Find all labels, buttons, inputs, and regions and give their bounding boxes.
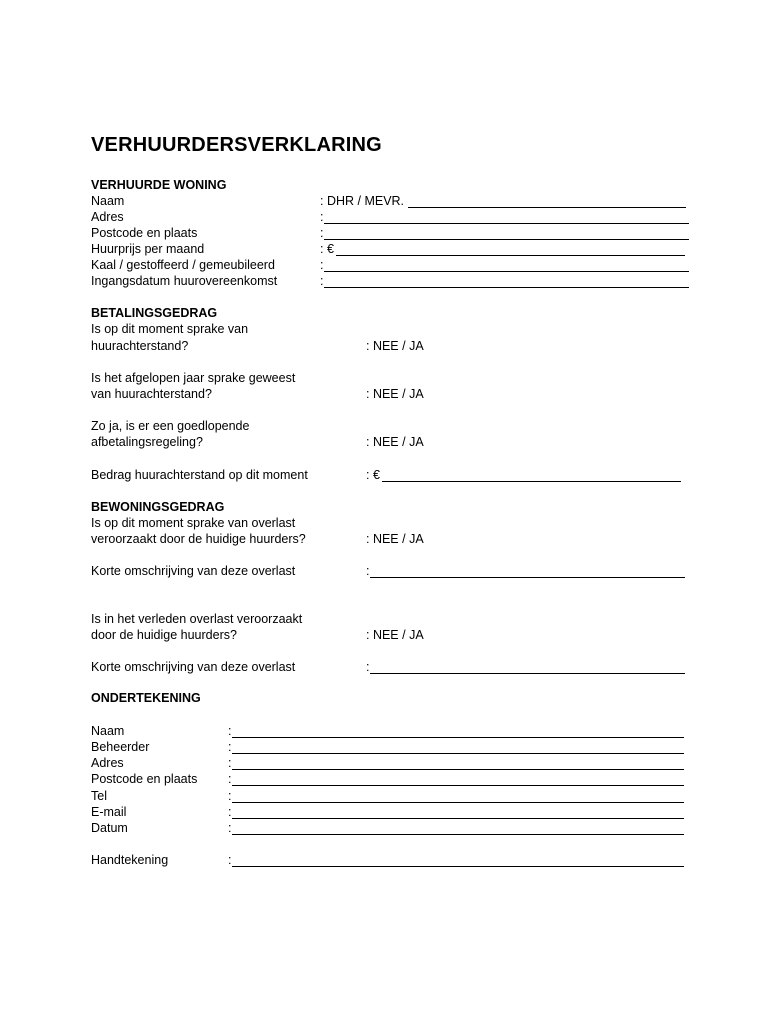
field-prefix-adres: : — [320, 210, 324, 224]
section-heading-bewoningsgedrag: BEWONINGSGEDRAG — [91, 500, 225, 514]
field-label-naam: Naam — [91, 194, 125, 208]
answer-choice-huurachterstand-nu[interactable]: : NEE / JA — [366, 339, 424, 353]
fill-line-sign-tel[interactable] — [232, 802, 684, 803]
question-label-huurachterstand-nu: Is op dit moment sprake van — [91, 322, 249, 336]
question-label-huurachterstand-jaar: Is het afgelopen jaar sprake geweest — [91, 371, 296, 385]
field-prefix-sign-naam: : — [228, 724, 232, 738]
field-label-sign-postcode-plaats: Postcode en plaats — [91, 772, 198, 786]
field-label-omschrijving-overlast-nu: Korte omschrijving van deze overlast — [91, 564, 296, 578]
answer-choice-overlast-verleden[interactable]: : NEE / JA — [366, 628, 424, 642]
field-label-ingangsdatum: Ingangsdatum huurovereenkomst — [91, 274, 278, 288]
question-label-afbetalingsregeling: Zo ja, is er een goedlopende — [91, 419, 250, 433]
field-prefix-postcode-plaats: : — [320, 226, 324, 240]
question-label-afbetalingsregeling-cont: afbetalingsregeling? — [91, 435, 203, 449]
section-heading-betalingsgedrag: BETALINGSGEDRAG — [91, 306, 218, 320]
question-label-overlast-nu: Is op dit moment sprake van overlast — [91, 516, 296, 530]
field-label-sign-tel: Tel — [91, 789, 107, 803]
field-label-postcode-plaats: Postcode en plaats — [91, 226, 198, 240]
answer-choice-afbetalingsregeling[interactable]: : NEE / JA — [366, 435, 424, 449]
field-label-handtekening: Handtekening — [91, 853, 169, 867]
fill-line-handtekening[interactable] — [232, 866, 684, 867]
answer-choice-overlast-nu[interactable]: : NEE / JA — [366, 532, 424, 546]
field-prefix-omschrijving-overlast-verleden: : — [366, 660, 370, 674]
fill-line-inrichting[interactable] — [324, 271, 689, 272]
field-prefix-sign-email: : — [228, 805, 232, 819]
field-prefix-inrichting: : — [320, 258, 324, 272]
field-label-sign-adres: Adres — [91, 756, 124, 770]
question-label-overlast-verleden: Is in het verleden overlast veroorzaakt — [91, 612, 303, 626]
field-prefix-omschrijving-overlast-nu: : — [366, 564, 370, 578]
field-label-sign-naam: Naam — [91, 724, 125, 738]
field-label-huurprijs: Huurprijs per maand — [91, 242, 205, 256]
fill-line-sign-datum[interactable] — [232, 834, 684, 835]
fill-line-sign-beheerder[interactable] — [232, 753, 684, 754]
fill-line-omschrijving-overlast-nu[interactable] — [370, 577, 685, 578]
question-label-overlast-verleden-cont: door de huidige huurders? — [91, 628, 237, 642]
answer-choice-huurachterstand-jaar[interactable]: : NEE / JA — [366, 387, 424, 401]
field-prefix-sign-postcode-plaats: : — [228, 772, 232, 786]
field-prefix-bedrag-huurachterstand: : € — [366, 468, 380, 482]
field-prefix-sign-beheerder: : — [228, 740, 232, 754]
fill-line-sign-adres[interactable] — [232, 769, 684, 770]
question-label-overlast-nu-cont: veroorzaakt door de huidige huurders? — [91, 532, 306, 546]
fill-line-bedrag-huurachterstand[interactable] — [382, 481, 681, 482]
field-prefix-sign-adres: : — [228, 756, 232, 770]
fill-line-postcode-plaats[interactable] — [324, 239, 689, 240]
field-prefix-handtekening: : — [228, 853, 232, 867]
fill-line-sign-postcode-plaats[interactable] — [232, 785, 684, 786]
field-prefix-naam: : DHR / MEVR. — [320, 194, 405, 208]
field-label-adres: Adres — [91, 210, 124, 224]
question-label-huurachterstand-jaar-cont: van huurachterstand? — [91, 387, 212, 401]
field-prefix-sign-datum: : — [228, 821, 232, 835]
field-label-sign-beheerder: Beheerder — [91, 740, 150, 754]
fill-line-sign-email[interactable] — [232, 818, 684, 819]
fill-line-sign-naam[interactable] — [232, 737, 684, 738]
field-label-sign-datum: Datum — [91, 821, 128, 835]
fill-line-ingangsdatum[interactable] — [324, 287, 689, 288]
field-label-sign-email: E-mail — [91, 805, 127, 819]
fill-line-adres[interactable] — [324, 223, 689, 224]
field-prefix-ingangsdatum: : — [320, 274, 324, 288]
fill-line-omschrijving-overlast-verleden[interactable] — [370, 673, 685, 674]
field-prefix-huurprijs: : € — [320, 242, 334, 256]
field-label-inrichting: Kaal / gestoffeerd / gemeubileerd — [91, 258, 275, 272]
fill-line-huurprijs[interactable] — [336, 255, 685, 256]
question-label-huurachterstand-nu-cont: huurachterstand? — [91, 339, 189, 353]
field-prefix-sign-tel: : — [228, 789, 232, 803]
section-heading-ondertekening: ONDERTEKENING — [91, 691, 201, 705]
fill-line-naam[interactable] — [408, 207, 686, 208]
field-label-omschrijving-overlast-verleden: Korte omschrijving van deze overlast — [91, 660, 296, 674]
page-title: VERHUURDERSVERKLARING — [91, 134, 382, 156]
field-label-bedrag-huurachterstand: Bedrag huurachterstand op dit moment — [91, 468, 308, 482]
section-heading-verhuurde-woning: VERHUURDE WONING — [91, 178, 227, 192]
